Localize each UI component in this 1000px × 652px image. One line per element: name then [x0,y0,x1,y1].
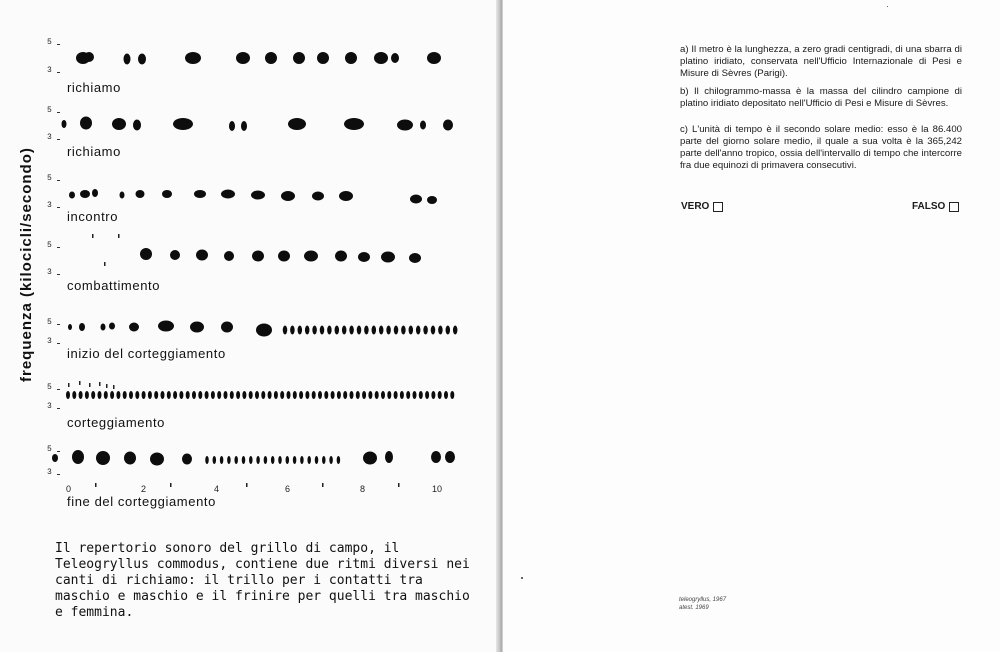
row5-tick-low: 3 [47,337,52,346]
trill-pulse [453,326,458,335]
syllable-fine-corteggiamento [445,451,455,463]
syllable-inizio-corteggiamento [158,321,174,332]
y-tick-mark [57,274,60,275]
syllable-combattimento [170,250,180,260]
paper-speck [887,6,888,7]
noise-mark [104,262,106,266]
syllable-incontro [69,192,75,199]
row6-tick-low: 3 [47,402,52,411]
vero-label: VERO [681,201,710,212]
y-tick-mark [57,112,60,113]
trill-pulse [91,391,95,399]
trill-pulse [307,456,311,464]
vero-option[interactable] [681,201,723,212]
noise-mark [89,383,91,387]
row1-tick-high: 5 [47,38,52,47]
syllable-richiamo-2 [344,118,364,130]
syllable-fine-corteggiamento [52,454,58,462]
syllable-richiamo-1 [138,54,146,65]
trill-pulse [280,391,284,399]
y-tick-mark [57,207,60,208]
trill-pulse [413,391,417,399]
syllable-combattimento [381,252,395,263]
noise-mark [118,234,120,238]
trill-pulse [186,391,190,399]
syllable-richiamo-2 [133,120,141,131]
trill-pulse [220,456,224,464]
trill-pulse [179,391,183,399]
syllable-combattimento [196,250,208,261]
row-label-fine-corteggiamento: fine del corteggiamento [67,494,216,509]
trill-pulse [335,326,340,335]
spectrogram-figure [0,0,496,530]
syllable-fine-corteggiamento [182,454,192,465]
syllable-combattimento [409,253,421,263]
trill-pulse [381,391,385,399]
syllable-combattimento [335,251,347,262]
trill-pulse [394,391,398,399]
trill-pulse [148,391,152,399]
y-tick-mark [57,474,60,475]
trill-pulse [287,391,291,399]
syllable-fine-corteggiamento [385,451,393,463]
trill-pulse [446,326,451,335]
trill-pulse [368,391,372,399]
trill-pulse [419,391,423,399]
row4-tick-low: 3 [47,268,52,277]
trill-pulse [205,391,209,399]
trill-pulse [394,326,399,335]
definition-chilogrammo: b) Il chilogrammo-massa è la massa del cilindro campione di platino iridiato depositato nell'Ufficio di Pesi e Misure di Sèvres. [680,86,962,109]
trill-pulse [362,391,366,399]
trill-pulse [298,326,303,335]
syllable-combattimento [358,252,370,262]
trill-pulse [431,326,436,335]
trill-pulse [444,391,448,399]
noise-mark [68,383,70,387]
row-label-corteggiamento: corteggiamento [67,415,166,430]
syllable-richiamo-2 [173,118,193,130]
footnote-line-2: atest. 1969 [679,605,709,611]
trill-pulse [431,391,435,399]
syllable-richiamo-2 [420,121,426,130]
y-tick-mark [57,44,60,45]
trill-pulse [110,391,114,399]
trill-pulse [423,326,428,335]
noise-mark [92,234,94,238]
x-tick-6: 6 [285,484,291,494]
trill-pulse [305,326,310,335]
trill-pulse [192,391,196,399]
syllable-richiamo-2 [397,120,413,131]
trill-pulse [255,391,259,399]
trill-pulse [224,391,228,399]
y-tick-mark [57,389,60,390]
trill-pulse [357,326,362,335]
row2-tick-high: 5 [47,106,52,115]
x-tick-0: 0 [66,484,72,494]
syllable-richiamo-1 [317,52,329,64]
trill-pulse [274,391,278,399]
trill-pulse [198,391,202,399]
trill-pulse [401,326,406,335]
row1-tick-low: 3 [47,66,52,75]
trill-pulse [173,391,177,399]
trill-pulse [450,391,454,399]
trill-pulse [66,391,70,399]
trill-pulse [318,391,322,399]
syllable-richiamo-2 [229,121,235,131]
y-tick-mark [57,139,60,140]
syllable-inizio-corteggiamento [221,322,233,333]
trill-pulse [409,326,414,335]
syllable-richiamo-1 [236,52,250,64]
trill-pulse [213,456,217,464]
trill-pulse [142,391,146,399]
trill-pulse [278,456,282,464]
trill-pulse [438,391,442,399]
footnote-line-1: teleogryllus, 1967 [679,597,727,603]
trill-pulse [264,456,268,464]
y-axis-title: frequenza (kilocicli/secondo) [18,147,35,382]
trill-pulse [300,456,304,464]
trill-pulse [104,391,108,399]
y-tick-mark [57,451,60,452]
syllable-incontro [339,191,353,201]
trill-pulse [85,391,89,399]
trill-pulse [349,326,354,335]
y-tick-mark [57,180,60,181]
trill-pulse [416,326,421,335]
x-tick-8: 8 [360,484,366,494]
trill-pulse [342,326,347,335]
syllable-inizio-corteggiamento [256,324,272,337]
falso-checkbox[interactable] [949,202,959,212]
trill-pulse [290,326,295,335]
trill-pulse [379,326,384,335]
trill-pulse [268,391,272,399]
syllable-fine-corteggiamento [96,451,110,465]
row4-tick-high: 5 [47,241,52,250]
trill-pulse [293,391,297,399]
row-label-combattimento: combattimento [67,278,161,293]
trill-pulse [320,326,325,335]
syllable-incontro [136,190,145,198]
syllable-richiamo-1 [293,52,305,64]
syllable-richiamo-2 [80,117,92,130]
syllable-richiamo-1 [265,52,277,64]
syllable-richiamo-2 [112,118,126,130]
trill-pulse [227,456,231,464]
trill-pulse [305,391,309,399]
trill-pulse [372,326,377,335]
y-tick-mark [57,72,60,73]
x-axis-tick [246,483,248,487]
syllable-richiamo-2 [62,120,67,128]
row2-tick-low: 3 [47,133,52,142]
noise-mark [106,384,108,388]
syllable-inizio-corteggiamento [109,323,115,330]
trill-pulse [72,391,76,399]
syllable-richiamo-1 [427,52,441,64]
row-label-richiamo-2: richiamo [67,144,121,159]
trill-pulse [167,391,171,399]
trill-pulse [315,456,319,464]
trill-pulse [242,391,246,399]
trill-pulse [337,391,341,399]
trill-pulse [425,391,429,399]
noise-mark [99,382,101,386]
row3-tick-low: 3 [47,201,52,210]
trill-pulse [312,391,316,399]
trill-pulse [322,456,326,464]
trill-pulse [234,456,238,464]
y-tick-mark [57,343,60,344]
trill-pulse [79,391,83,399]
row-label-inizio-corteggiamento: inizio del corteggiamento [67,346,226,361]
trill-pulse [327,326,332,335]
trill-pulse [271,456,275,464]
trill-pulse [205,456,209,464]
syllable-inizio-corteggiamento [68,324,72,330]
trill-pulse [135,391,139,399]
falso-label: FALSO [912,201,946,212]
trill-pulse [386,326,391,335]
syllable-inizio-corteggiamento [190,322,204,333]
noise-mark [113,385,115,389]
syllable-incontro [162,190,172,198]
syllable-combattimento [278,251,290,262]
trill-pulse [123,391,127,399]
syllable-richiamo-1 [185,52,201,64]
trill-pulse [129,391,133,399]
figure-caption: Il repertorio sonoro del grillo di campo, il Teleogryllus commodus, contiene due ritmi diversi nei canti di richiamo: il trillo per i contatti tra maschio e maschio e il frinire per quelli tra maschio e femmina. [55,541,470,620]
trill-pulse [400,391,404,399]
trill-pulse [98,391,102,399]
syllable-incontro [312,192,324,201]
trill-pulse [286,456,290,464]
vero-checkbox[interactable] [713,202,723,212]
syllable-inizio-corteggiamento [129,323,139,332]
row-label-incontro: incontro [67,209,119,224]
syllable-inizio-corteggiamento [101,324,106,331]
trill-pulse [331,391,335,399]
trill-pulse [217,391,221,399]
syllable-combattimento [140,248,152,260]
syllable-combattimento [224,251,234,261]
row5-tick-high: 5 [47,318,52,327]
syllable-richiamo-1 [345,52,357,64]
syllable-fine-corteggiamento [150,453,164,466]
syllable-incontro [194,190,206,198]
trill-pulse [283,326,288,335]
falso-option[interactable] [912,201,959,212]
row7-tick-high: 5 [47,445,52,454]
y-tick-mark [57,408,60,409]
syllable-incontro [221,190,235,199]
row6-tick-high: 5 [47,383,52,392]
trill-pulse [312,326,317,335]
syllable-incontro [410,195,422,204]
x-tick-2: 2 [141,484,147,494]
trill-pulse [364,326,369,335]
trill-pulse [406,391,410,399]
trill-pulse [350,391,354,399]
trill-pulse [261,391,265,399]
x-tick-4: 4 [214,484,220,494]
syllable-incontro [80,190,90,198]
definition-metro: a) Il metro è la lunghezza, a zero gradi centigradi, di una sbarra di platino iridiato, conservata nell'Ufficio Internazionale di Pesi e Misure di Sèvres (Parigi). [680,44,962,79]
trill-pulse [387,391,391,399]
syllable-richiamo-1 [124,54,131,65]
trill-pulse [116,391,120,399]
syllable-richiamo-1 [84,52,94,62]
syllable-richiamo-2 [443,120,453,131]
trill-pulse [236,391,240,399]
trill-pulse [299,391,303,399]
syllable-fine-corteggiamento [72,450,84,464]
syllable-fine-corteggiamento [124,452,136,465]
trill-pulse [256,456,260,464]
trill-pulse [329,456,333,464]
trill-pulse [230,391,234,399]
syllable-fine-corteggiamento [363,452,377,465]
syllable-richiamo-1 [391,53,399,63]
syllable-incontro [281,191,295,201]
trill-pulse [249,456,253,464]
trill-pulse [242,456,246,464]
syllable-richiamo-2 [241,121,247,131]
trill-pulse [375,391,379,399]
trill-pulse [211,391,215,399]
syllable-richiamo-2 [288,118,306,130]
trill-pulse [161,391,165,399]
syllable-fine-corteggiamento [431,451,441,463]
paper-speck [521,577,523,579]
syllable-incontro [427,196,437,204]
x-axis-tick [95,483,97,487]
row-label-richiamo-1: richiamo [67,80,121,95]
trill-pulse [154,391,158,399]
x-axis-tick [398,483,400,487]
trill-pulse [337,456,341,464]
x-axis-tick [322,483,324,487]
trill-pulse [343,391,347,399]
definition-secondo: c) L'unità di tempo è il secondo solare medio: esso è la 86.400 parte del giorno solare medio, il quale a sua volta è la 365,242 parte dell'anno tropico, ossia dell'intervallo di tempo che intercorre fra due equinozi di primavera consecutivi. [680,124,962,171]
trill-pulse [356,391,360,399]
trill-pulse [293,456,297,464]
syllable-richiamo-1 [374,52,388,64]
noise-mark [79,381,81,385]
syllable-inizio-corteggiamento [79,323,85,331]
row7-tick-low: 3 [47,468,52,477]
syllable-combattimento [304,251,318,262]
x-axis-tick [170,483,172,487]
trill-pulse [438,326,443,335]
syllable-combattimento [252,251,264,262]
y-tick-mark [57,247,60,248]
y-tick-mark [57,324,60,325]
trill-pulse [249,391,253,399]
syllable-incontro [92,189,98,197]
syllable-incontro [120,192,125,199]
row3-tick-high: 5 [47,174,52,183]
x-tick-10: 10 [432,484,443,494]
syllable-incontro [251,191,265,200]
trill-pulse [324,391,328,399]
